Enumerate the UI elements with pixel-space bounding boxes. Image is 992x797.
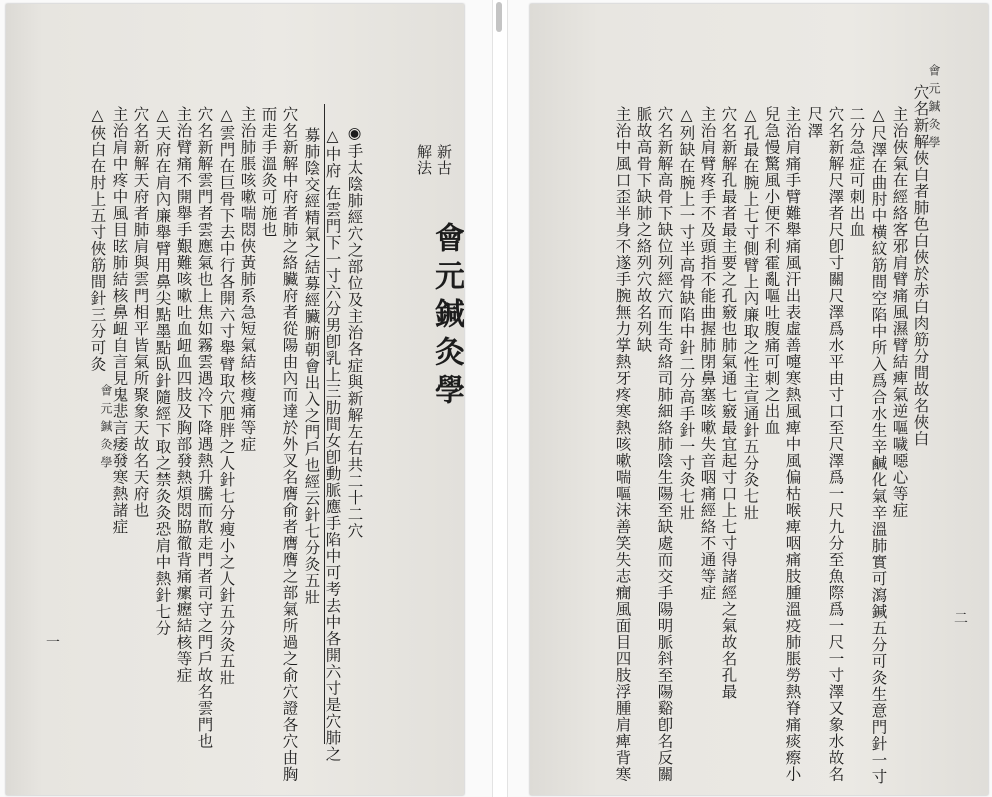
- right-page-text: [530, 4, 988, 795]
- page-number: 二: [954, 611, 968, 627]
- ink-underline-mark: [324, 104, 325, 744]
- text-column: 穴名新解孔最者最主要之孔竅也肺氣通七竅最宜起寸口上七寸得諸經之氣故名孔最: [719, 106, 738, 700]
- text-column: 尺澤: [805, 106, 824, 139]
- text-column: 脈故高骨下缺肺之絡列穴故名列缺: [634, 106, 653, 354]
- text-column: △尺澤在曲肘中橫紋筋間空陷中所入爲合水生辛鹹化氣辛溫肺實可瀉鍼五分可灸生意門針一寸: [869, 106, 888, 785]
- left-page: [6, 4, 464, 795]
- text-column: 穴名新解高骨下缺位列經穴而生奇絡司肺細絡肺陰生陽至缺處而交手陽明脈斜至陽谿卽名反關: [655, 106, 674, 783]
- running-header: 會元鍼灸學: [99, 384, 113, 474]
- label-new-explanation: 解法: [415, 144, 433, 176]
- page-number: 一: [46, 635, 60, 651]
- text-column: 穴名新解天府者肺肩與雲門相平皆氣所聚象天故名天府也: [131, 106, 150, 519]
- text-column: △天府在肩內廉舉臂用鼻尖點墨點臥針隨經下取之禁灸灸恐肩中熱針七分: [153, 106, 172, 637]
- right-page: [530, 4, 988, 795]
- text-column: 穴名新解中府者肺之絡臟府者從陽由內而達於外叉名膺俞者膺膺之部氣所過之俞穴證各穴由胸: [280, 106, 299, 783]
- scrollbar[interactable]: [492, 0, 508, 797]
- text-column: 主治肩中疼中風目昡肺結核鼻衄自言見鬼悲言痿發寒熱諸症: [110, 106, 129, 535]
- text-column: 主治肩臂疼手不及頭指不能曲握肺閉鼻塞咳嗽失音咽痛經絡不通等症: [698, 106, 717, 601]
- text-column: 穴名新解尺澤者尺卽寸關尺澤爲水平由寸口至尺澤爲一尺九分至魚際爲一尺一寸澤又象水故名: [826, 106, 845, 783]
- text-column: 兒急慢驚風小便不利霍亂嘔吐腹痛可刺之出血: [762, 106, 781, 436]
- left-page-text: [6, 4, 464, 795]
- text-column: △俠白在肘上五寸俠筋間針三分可灸: [88, 106, 107, 373]
- text-column: 穴名新解俠白者肺色白俠於赤白肉筋分間故名俠白: [911, 84, 930, 447]
- text-column: 主治肩痛手臂難舉痛風汗出表虛善嚏寒熱風痺中風偏枯喉痺咽痛肢腫溫疫肺脹勞熱脊痛痰瘵小: [783, 106, 802, 783]
- text-column: 而走手溫灸可施也: [259, 106, 278, 238]
- text-column: 穴名新解雲門者雲應氣也上焦如霧雲遇冷下降遇熱升騰而散走門者司守之門戶故名雲門也: [195, 106, 214, 750]
- scrollbar-thumb[interactable]: [496, 2, 502, 32]
- text-column: 主治肺脹咳嗽喘悶俠黃肺系急短氣結核瘦痛等症: [238, 106, 257, 453]
- text-column: △中府 在雲門下一寸六分男卽乳上三肋間女卽動脈應手陷中可考去中各開六寸是穴肺之: [323, 127, 342, 763]
- text-column: △雲門在巨骨下去中行各開六寸舉臂取穴肥胖之人針七分瘦小之人針五分灸五壯: [217, 106, 236, 686]
- text-column: 二分急症可刺出血: [847, 106, 866, 238]
- text-column: △列缺在腕上一寸半高骨缺陷中針二分高手針一寸灸七壯: [677, 106, 696, 521]
- text-column: 募肺陰交經精氣之結募經臟腑朝會出入之門戶也經云針七分灸五壯: [302, 127, 321, 606]
- running-header: 會元鍼灸學: [927, 64, 941, 154]
- text-column: ◉手太陰肺經穴之部位及主治各症與新解左右共二十二穴: [345, 124, 364, 539]
- text-column: 主治臂痛不開舉手艱難咳嗽吐血衄血四肢及胸部發熱煩悶脇徹背痛瘰癧結核等症: [174, 106, 193, 684]
- book-title: 會元鍼灸學: [429, 222, 464, 412]
- text-column: 主治俠氣在經絡客邪肩臂痛風濕臂結痺氣逆嘔噦噁心等症: [890, 106, 909, 519]
- text-column: △孔最在腕上七寸側臂上內廉取之性主宣通針五分灸七壯: [741, 106, 760, 521]
- text-column: 主治中風口歪半身不遂手腕無力掌熱牙疼寒熱咳嗽喘嘔沫善笑失志癇風面目四肢浮腫肩痺背寒: [613, 106, 632, 783]
- label-old-method: 新古: [435, 144, 453, 176]
